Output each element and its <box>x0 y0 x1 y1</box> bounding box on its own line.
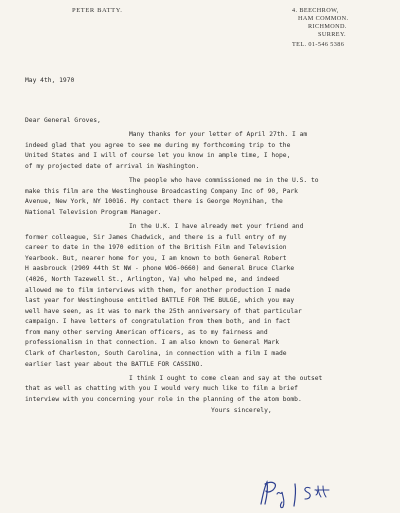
body-line: In the U.K. I have already met your friend and <box>129 222 304 230</box>
body-line: last year for Westinghouse entitled BATTLE FOR THE BULGE, which you may <box>25 297 295 305</box>
body-line: Avenue, New York, NY 10016. My contact there is George Moynihan, the <box>25 198 283 206</box>
address-line: 4. BEECHROW, <box>292 7 339 14</box>
address-line: HAM COMMON. <box>298 15 349 22</box>
body-line: make this film are the Westinghouse Broadcasting Company Inc of 90, Park <box>25 187 298 195</box>
body-line: of my projected date of arrival in Washington. <box>25 162 200 170</box>
body-line: from many other serving American officers, as to my fairness and <box>25 328 268 336</box>
handwritten-signature-icon <box>255 478 345 510</box>
closing: Yours sincerely, <box>211 406 272 414</box>
signature <box>255 478 345 510</box>
letterhead-telephone: TEL. 01-546 5386 <box>292 41 345 48</box>
body-line: indeed glad that you agree to see me during my forthcoming trip to the <box>25 141 291 149</box>
body-line: The people who have commissioned me in the U.S. to <box>129 176 319 184</box>
body-line: campaign. I have letters of congratulation from them both, and in fact <box>25 318 291 326</box>
body-line: Clark of Charleston, South Carolina, in connection with a film I made <box>25 350 287 358</box>
body-line: former colleague, Sir James Chadwick, and there is a full entry of my <box>25 233 287 241</box>
body-line: Many thanks for your letter of April 27th. I am <box>129 131 308 138</box>
body-line: well have seen, as it was to mark the 25th anniversary of that particular <box>25 307 302 315</box>
salutation: Dear General Groves, <box>25 117 101 124</box>
letter-date: May 4th, 1970 <box>25 77 75 84</box>
body-line: interview with you concerning your role in the planning of the atom bomb. <box>25 396 302 404</box>
body-line: H aasbrouck (2909 44th St NW - phone WO6-0660) and General Bruce Clarke <box>25 265 295 273</box>
body-line: (4026, North Tazewell St., Arlington, Va) who helped me, and indeed <box>25 275 280 283</box>
body-line: career to date in the 1970 edition of the British Film and Television <box>25 244 287 252</box>
body-line: earlier last year about the BATTLE FOR CASSINO. <box>25 360 204 368</box>
address-line: RICHMOND. <box>308 23 347 30</box>
body-line: that as well as chatting with you I would very much like to film a brief <box>25 385 298 393</box>
letterhead-address <box>292 7 368 49</box>
body-line: I think I ought to come clean and say at the outset <box>129 374 323 382</box>
body-line: National Television Program Manager. <box>25 208 162 216</box>
body-line: allowed me to film interviews with them, for another production I made <box>25 286 291 294</box>
body-line: Yearbook. But, nearer home for you, I am known to both General Robert <box>25 254 287 262</box>
address-line: SURREY. <box>318 31 346 38</box>
body-line: professionalism in that connection. I am also known to General Mark <box>25 339 280 347</box>
body-line: United States and I will of course let you know in ample time, I hope, <box>25 152 291 160</box>
letter-body <box>25 130 377 416</box>
letterhead-name: PETER BATTY. <box>72 7 123 14</box>
